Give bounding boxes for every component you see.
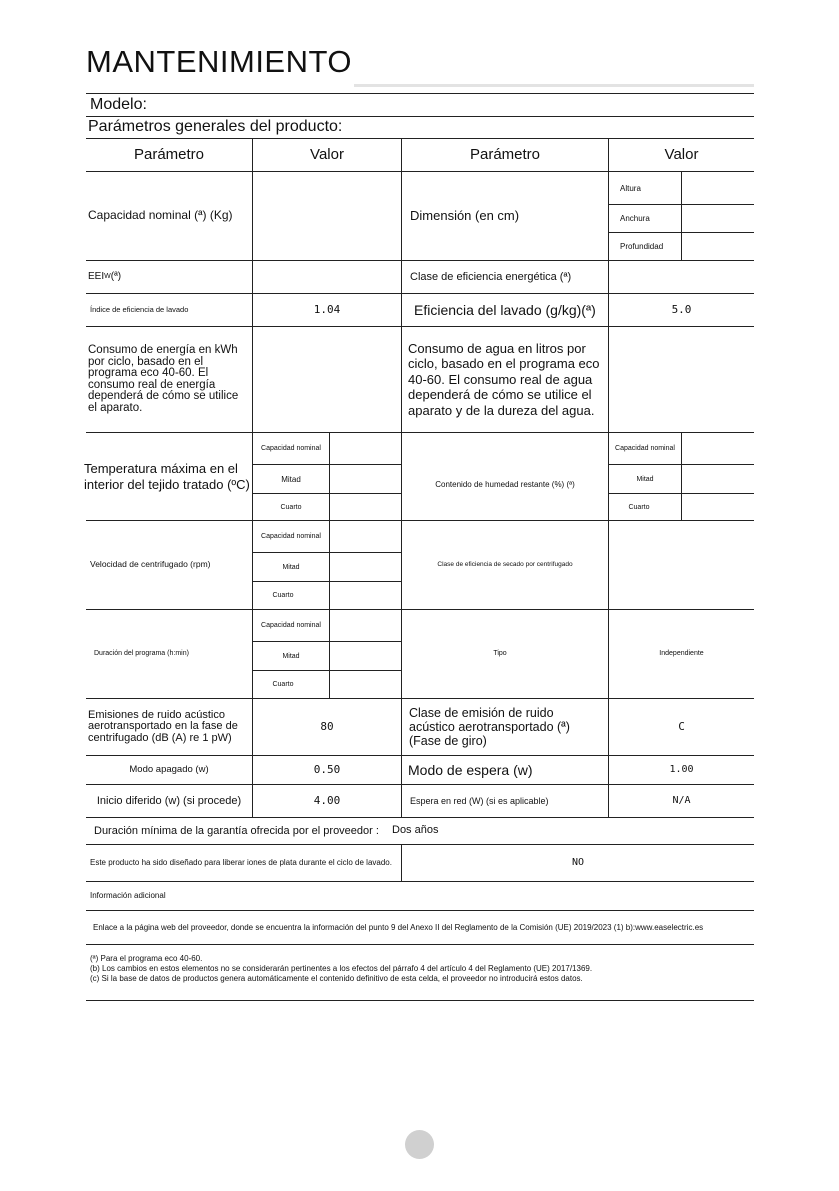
- clase-emision-value: C: [678, 719, 685, 733]
- modo-espera-label: Modo de espera (w): [408, 761, 533, 778]
- vel-cuarto-label: Cuarto: [272, 592, 294, 599]
- page-number-badge: [405, 1130, 434, 1159]
- garantia-label: Duración mínima de la garantía ofrecida por el proveedor :: [94, 824, 379, 837]
- temp-mitad-label: Mitad: [281, 474, 301, 484]
- tipo-label: Tipo: [493, 649, 507, 657]
- header-valor-2: Valor: [664, 146, 699, 164]
- modo-apagado-value: 0.50: [313, 762, 341, 776]
- consumo-energia-label: Consumo de energía en kWh por ciclo, basado en el programa eco 40-60. El consumo real de energía dependerá de cómo se utilice el aparato.: [88, 344, 239, 414]
- vel-mitad-label: Mitad: [282, 563, 300, 571]
- emisiones-label: Emisiones de ruido acústico aerotransportado en la fase de centrifugado (dB (A) re 1 pW): [88, 708, 238, 744]
- tipo-value: Independiente: [659, 649, 704, 657]
- vel-capacidad-label: Capacidad nominal: [261, 533, 321, 540]
- emisiones-value: 80: [320, 719, 334, 733]
- hum-capacidad-label: Capacidad nominal: [615, 445, 675, 452]
- garantia-value: Dos años: [392, 823, 439, 836]
- header-valor-1: Valor: [310, 146, 344, 164]
- eeiw-main: EEI: [88, 271, 105, 283]
- enlace-text: Enlace a la página web del proveedor, donde se encuentra la información del punto 9 del Anexo II del Reglamento de la Comisión (UE) 2019/2023 (1) b):www.easelectric.es: [93, 922, 704, 932]
- page-title: MANTENIMIENTO: [86, 44, 352, 79]
- inicio-diferido-label: Inicio diferido (w) (si procede): [96, 794, 242, 807]
- dimension-label: Dimensión (en cm): [410, 207, 520, 223]
- dur-cuarto-label: Cuarto: [272, 681, 294, 688]
- header-param-1: Parámetro: [133, 146, 205, 164]
- indice-lavado-label: Índice de eficiencia de lavado: [90, 304, 189, 314]
- header-param-2: Parámetro: [469, 146, 541, 164]
- info-adicional-label: Información adicional: [90, 891, 166, 901]
- consumo-agua-label: Consumo de agua en litros por ciclo, basado en el programa eco 40-60. El consumo real de agua dependerá de cómo se utilice el aparato y de la dureza del agua.: [408, 340, 600, 418]
- hum-cuarto-label: Cuarto: [628, 503, 650, 511]
- clase-eficiencia-label: Clase de eficiencia energética (ª): [410, 270, 572, 283]
- temp-cuarto-label: Cuarto: [280, 503, 302, 511]
- duracion-label: Duración del programa (h:min): [94, 649, 189, 657]
- modelo-label: Modelo:: [90, 95, 147, 113]
- anchura-label: Anchura: [620, 214, 650, 223]
- rule: [86, 93, 754, 94]
- modo-espera-value: 1.00: [669, 764, 694, 776]
- footnote: (b) Los cambios en estos elementos no se considerarán pertinentes a los efectos del párrafo 4 del artículo 4 del Reglamento (UE) 2017/1369.: [90, 964, 593, 973]
- row-line: [86, 944, 754, 945]
- sub-col-line: [681, 432, 682, 520]
- altura-label: Altura: [620, 183, 641, 193]
- params-label: Parámetros generales del producto:: [88, 118, 343, 136]
- footnote: (ª) Para el programa eco 40-60.: [90, 954, 203, 963]
- eficiencia-lavado-label: Eficiencia del lavado (g/kg)(ª): [414, 301, 596, 318]
- humedad-label: Contenido de humedad restante (%) (ª): [435, 480, 575, 490]
- velocidad-label: Velocidad de centrifugado (rpm): [90, 559, 211, 570]
- sub-col-line: [329, 432, 330, 698]
- capacidad-label: Capacidad nominal (ª) (Kg): [88, 208, 233, 223]
- dur-capacidad-label: Capacidad nominal: [261, 622, 321, 629]
- dur-mitad-label: Mitad: [282, 652, 300, 660]
- temperatura-label: Temperatura máxima en el interior del tejido tratado (ºC): [84, 460, 250, 492]
- plata-value: NO: [571, 857, 585, 869]
- profundidad-label: Profundidad: [620, 242, 664, 251]
- temp-capacidad-label: Capacidad nominal: [261, 445, 321, 452]
- row-line: [86, 1000, 754, 1001]
- modo-apagado-label: Modo apagado (w): [129, 763, 209, 775]
- clase-emision-label: Clase de emisión de ruido acústico aerotransportado (ª) (Fase de giro): [409, 706, 570, 748]
- eeiw-sub: W: [104, 272, 111, 280]
- clase-secado-label: Clase de eficiencia de secado por centrifugado: [437, 561, 573, 569]
- footnote: (c) Si la base de datos de productos genera automáticamente el contenido definitivo de esta celda, el proveedor no introducirá estos datos.: [90, 974, 583, 983]
- espera-red-value: N/A: [672, 795, 691, 807]
- indice-lavado-value: 1.04: [313, 302, 341, 316]
- sub-col-line: [681, 171, 682, 260]
- footnotes: [90, 954, 750, 984]
- hum-mitad-label: Mitad: [636, 475, 654, 483]
- eeiw-suffix: (ª): [110, 271, 122, 283]
- inicio-diferido-value: 4.00: [313, 793, 341, 807]
- title-rule: [354, 84, 754, 87]
- espera-red-label: Espera en red (W) (si es aplicable): [410, 795, 549, 806]
- plata-label: Este producto ha sido diseñado para liberar iones de plata durante el ciclo de lavado.: [90, 858, 392, 868]
- eeiw-label: [88, 261, 252, 293]
- eficiencia-lavado-value: 5.0: [671, 302, 692, 316]
